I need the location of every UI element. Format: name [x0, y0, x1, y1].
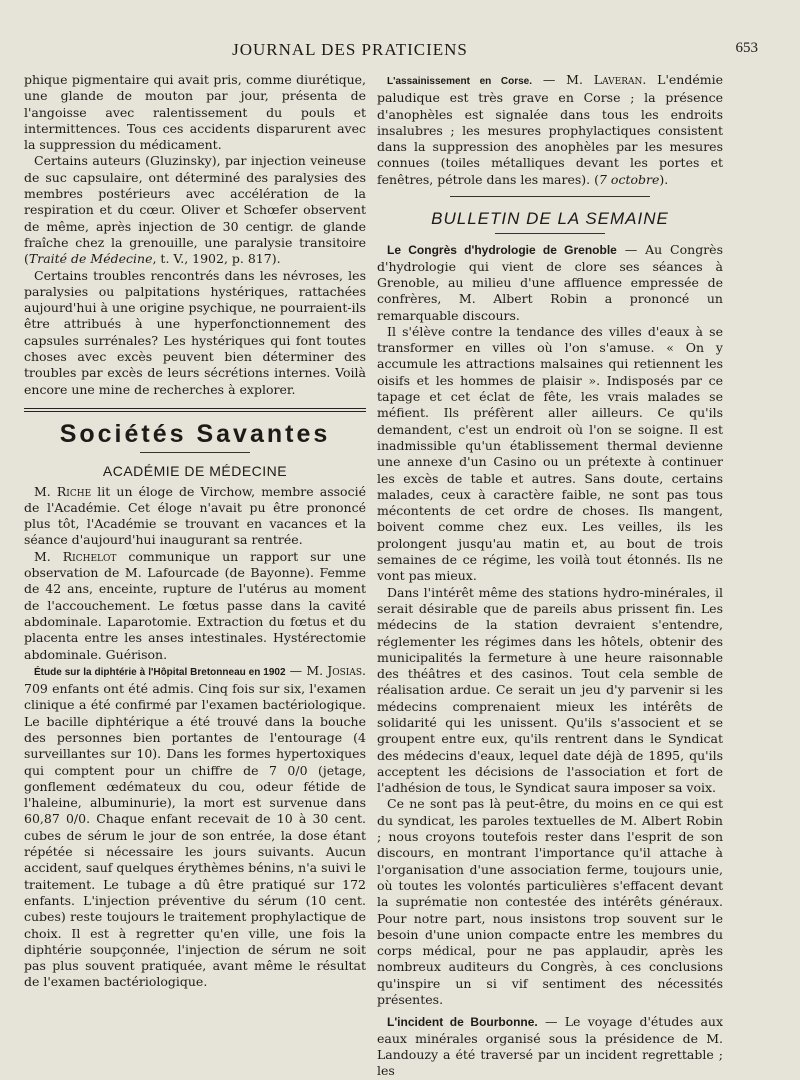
paragraph: L'assainissement en Corse. — M. Laveran. L'endémie paludique est très grave en Corse ; la présence d'anophèles est signalée dans tous les endroits insalubres ; les mesures prophylactiques consistent dans la suppression des anophèles par les mesures connues (toiles métalliques devant les portes et fenêtres, pétrole dans les mares). (7 octobre).: [377, 72, 723, 187]
section-divider: [24, 408, 366, 412]
right-column: [377, 72, 723, 1080]
page-number: 653: [735, 40, 758, 56]
divider: [495, 233, 605, 234]
divider: [140, 452, 250, 453]
paragraph: Ce ne sont pas là peut-être, du moins en ce qui est du syndicat, les paroles textuelles de M. Albert Robin ; nous croyons toutefois rester dans l'esprit de son discours, en montrant l'importance qu'il attache à l'organisation d'une association ferme, toujours unie, où toutes les volontés particulières s'effacent devant la suprématie non contestée des intérêts généraux. Pour notre part, nous insistons trop souvent sur le besoin d'une union compacte entre les membres du corps médical, pour ne pas applaudir, après les nombreux auditeurs du Congrès, à ces conclusions qu'inspire un si vif sentiment des nécessités présentes.: [377, 796, 723, 1008]
paragraph: phique pigmentaire qui avait pris, comme diurétique, une glande de mouton par jour, présenta de l'angoisse avec ralentissement du pouls et intermittences. Tous ces accidents disparurent avec la suppression du médicament.: [24, 72, 366, 153]
run-in-heading: L'incident de Bourbonne.: [387, 1015, 538, 1030]
paragraph: Il s'élève contre la tendance des villes d'eaux à se transformer en villes où l'on s'amuse. « On y accumule les attractions malsaines qui retiennent les oisifs et les hommes de plaisir ». Indisposés par ce tapage et cet éclat de fête, les vrais malades se méfient. Ils préfèrent aller ailleurs. Ce qu'ils demandent, c'est un endroit où l'on se soigne. Il est inadmissible qu'un établissement thermal devienne une annexe d'un Casino ou un prétexte à continuer les excès de table et autres. Sans doute, certains malades, ceux à caractère faible, ne sont pas tous mécontents de cet ordre de choses. Ils mangent, boivent comme chez eux. Les veilles, ils les prolongent jusqu'au matin et, au bout de trois semaines de ce régime, les voilà tout étonnés. Ils ne vont pas mieux.: [377, 323, 723, 584]
paragraph: Étude sur la diphtérie à l'Hôpital Bretonneau en 1902 — M. Josias. 709 enfants ont été admis. Cinq fois sur six, l'examen clinique a été confirmé par l'examen bactériologique. Le bacille diphtérique a été trouvé dans la bouche des personnes bien portantes de l'entourage (4 surveillantes sur 10). Dans les formes hypertoxiques qui comptent pour un chiffre de 7 0/0 (jetage, gonflement œdémateux du cou, odeur fétide de l'haleine, albuminurie), la mort est survenue dans 60,87 0/0. Chaque enfant recevait de 10 à 30 cent. cubes de sérum le jour de son entrée, la dose étant répétée si nécessaire les jours suivants. Aucun accident, sauf quelques érythèmes bénins, n'a suivi le traitement. Le tubage a dû être pratiqué sur 172 enfants. L'injection préventive du sérum (10 cent. cubes) reste toujours le traitement prophylactique de choix. Il est à regretter qu'en ville, une fois la diphtérie soupçonnée, l'injection de sérum ne soit pas plus souvent pratiquée, avant même le résultat de l'examen bactériologique.: [24, 662, 366, 990]
section-title: Sociétés Savantes: [59, 419, 331, 448]
subsection-title: ACADÉMIE DE MÉDECINE: [102, 463, 288, 480]
paragraph: Dans l'intérêt même des stations hydro-minérales, il serait désirable que de pareils abus prissent fin. Les médecins de la station devraient s'entendre, réglementer les régimes dans les hôtels, obtenir des municipalités la fermeture à une heure raisonnable des théâtres et des casinos. Tout cela semble de réalisation ardue. Ce serait un jeu d'y parvenir si les médecins comprenaient mieux les intérêts de solidarité qui les unissent. Qu'ils s'associent et se groupent entre eux, qu'ils rentrent dans le Syndicat des médecins d'eaux, lequel date déjà de 1895, qu'ils acceptent les décisions de l'association et fort de l'adhésion de tous, le Syndicat saura imposer sa voix.: [377, 584, 723, 796]
divider: [450, 196, 650, 197]
paragraph: M. Richelot communique un rapport sur une observation de M. Lafourcade (de Bayonne). Femme de 42 ans, enceinte, rupture de l'utérus au moment de l'accouchement. Le fœtus passe dans la cavité abdominale. Laparotomie. Extraction du fœtus et du placenta entre les anses intestinales. Hystérectomie abdominale. Guérison.: [24, 548, 366, 662]
run-in-heading: Le Congrès d'hydrologie de Grenoble: [387, 243, 617, 258]
run-in-heading: Étude sur la diphtérie à l'Hôpital Bretonneau en 1902: [34, 666, 286, 678]
section-title: BULLETIN DE LA SEMAINE: [431, 209, 669, 229]
run-in-heading: L'assainissement en Corse.: [387, 76, 533, 87]
journal-title: JOURNAL DES PRATICIENS: [232, 40, 468, 59]
paragraph: Certains auteurs (Gluzinsky), par injection veineuse de suc capsulaire, ont déterminé des paralysies des membres postérieurs avec accélération de la respiration et du cœur. Oliver et Schœfer observent de même, après injection de 30 centigr. de glande fraîche chez la grenouille, une paralysie transitoire (Traité de Médecine, t. V., 1902, p. 817).: [24, 153, 366, 267]
left-column: [24, 72, 366, 991]
paragraph: M. Riche lit un éloge de Virchow, membre associé de l'Académie. Cet éloge n'avait pu être prononcé plus tôt, l'Académie se trouvant en vacances et la séance d'aujourd'hui inaugurant sa rentrée.: [24, 483, 366, 548]
citation-title: Traité de Médecine: [28, 251, 153, 267]
page-header: [0, 40, 800, 64]
paragraph: L'incident de Bourbonne. — Le voyage d'études aux eaux minérales organisé sous la présidence de M. Landouzy a été traversé par un incident regrettable ; les: [377, 1014, 723, 1079]
paragraph: Certains troubles rencontrés dans les névroses, les paralysies ou palpitations hystériques, rattachées aujourd'hui à une origine psychique, ne pourraient-ils être attribués à une hyperfonctionnement des capsules surrénales? Les hystériques qui font toutes choses avec excès peuvent bien déterminer des troubles par excès de leurs sécrétions internes. Voilà encore une mine de recherches à explorer.: [24, 267, 366, 397]
paragraph: Le Congrès d'hydrologie de Grenoble — Au Congrès d'hydrologie qui vient de clore ses séances à Grenoble, au milieu d'une affluence empressée de confrères, M. Albert Robin a prononcé un remarquable discours.: [377, 242, 723, 323]
